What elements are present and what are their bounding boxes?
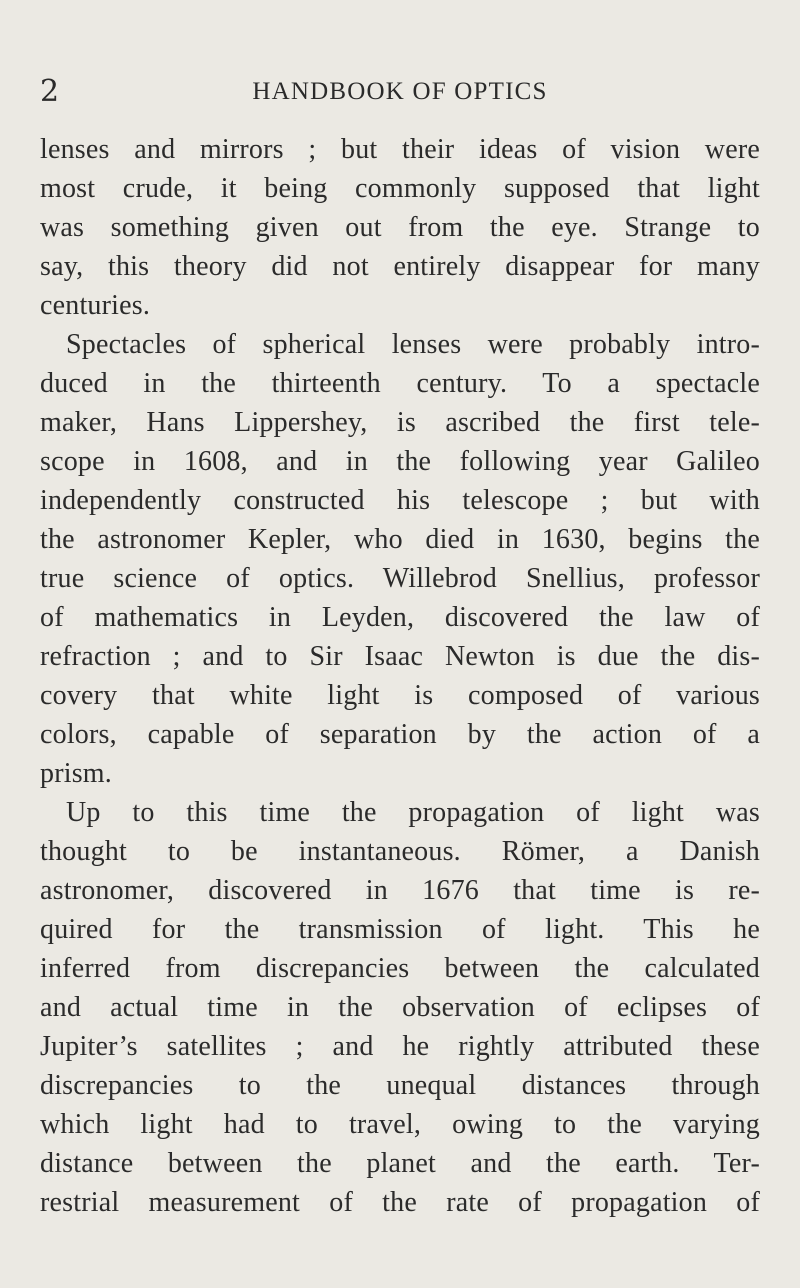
text-line: Up to this time the propagation of light was — [66, 797, 760, 828]
text-line: Spectacles of spherical lenses were probably intro- — [66, 329, 760, 360]
body-text — [40, 130, 760, 1222]
text-line: discrepancies to the unequal distances through — [40, 1070, 760, 1101]
text-line: duced in the thirteenth century. To a spectacle — [40, 368, 760, 399]
running-title: HANDBOOK OF OPTICS — [252, 78, 548, 105]
text-line: centuries. — [40, 290, 151, 321]
paragraph — [40, 325, 760, 793]
text-line: was something given out from the eye. Strange to — [40, 212, 760, 243]
text-line: thought to be instantaneous. Römer, a Danish — [40, 836, 760, 867]
text-line: say, this theory did not entirely disappear for many — [40, 251, 760, 282]
text-line: the astronomer Kepler, who died in 1630, begins the — [40, 524, 760, 555]
text-line: restrial measurement of the rate of propagation of — [40, 1187, 760, 1218]
text-line: most crude, it being commonly supposed that light — [40, 173, 760, 204]
page-number: 2 — [40, 74, 60, 109]
text-line: refraction ; and to Sir Isaac Newton is due the dis- — [40, 641, 760, 672]
text-line: astronomer, discovered in 1676 that time is re- — [40, 875, 760, 906]
text-line: inferred from discrepancies between the calculated — [40, 953, 760, 984]
text-line: lenses and mirrors ; but their ideas of vision were — [40, 134, 760, 165]
text-line: scope in 1608, and in the following year Galileo — [40, 446, 760, 477]
text-line: distance between the planet and the earth. Ter- — [40, 1148, 760, 1179]
page-header — [40, 72, 760, 112]
paragraph — [40, 793, 760, 1222]
text-line: and actual time in the observation of eclipses of — [40, 992, 760, 1023]
text-line: of mathematics in Leyden, discovered the law of — [40, 602, 760, 633]
text-line: true science of optics. Willebrod Snellius, professor — [40, 563, 760, 594]
text-line: colors, capable of separation by the action of a — [40, 719, 760, 750]
paragraph — [40, 130, 760, 325]
text-line: maker, Hans Lippershey, is ascribed the first tele- — [40, 407, 760, 438]
text-line: independently constructed his telescope ; but with — [40, 485, 760, 516]
text-line: covery that white light is composed of various — [40, 680, 760, 711]
text-line: Jupiter’s satellites ; and he rightly attributed these — [40, 1031, 760, 1062]
text-line: prism. — [40, 758, 112, 789]
text-line: quired for the transmission of light. This he — [40, 914, 760, 945]
text-line: which light had to travel, owing to the varying — [40, 1109, 760, 1140]
